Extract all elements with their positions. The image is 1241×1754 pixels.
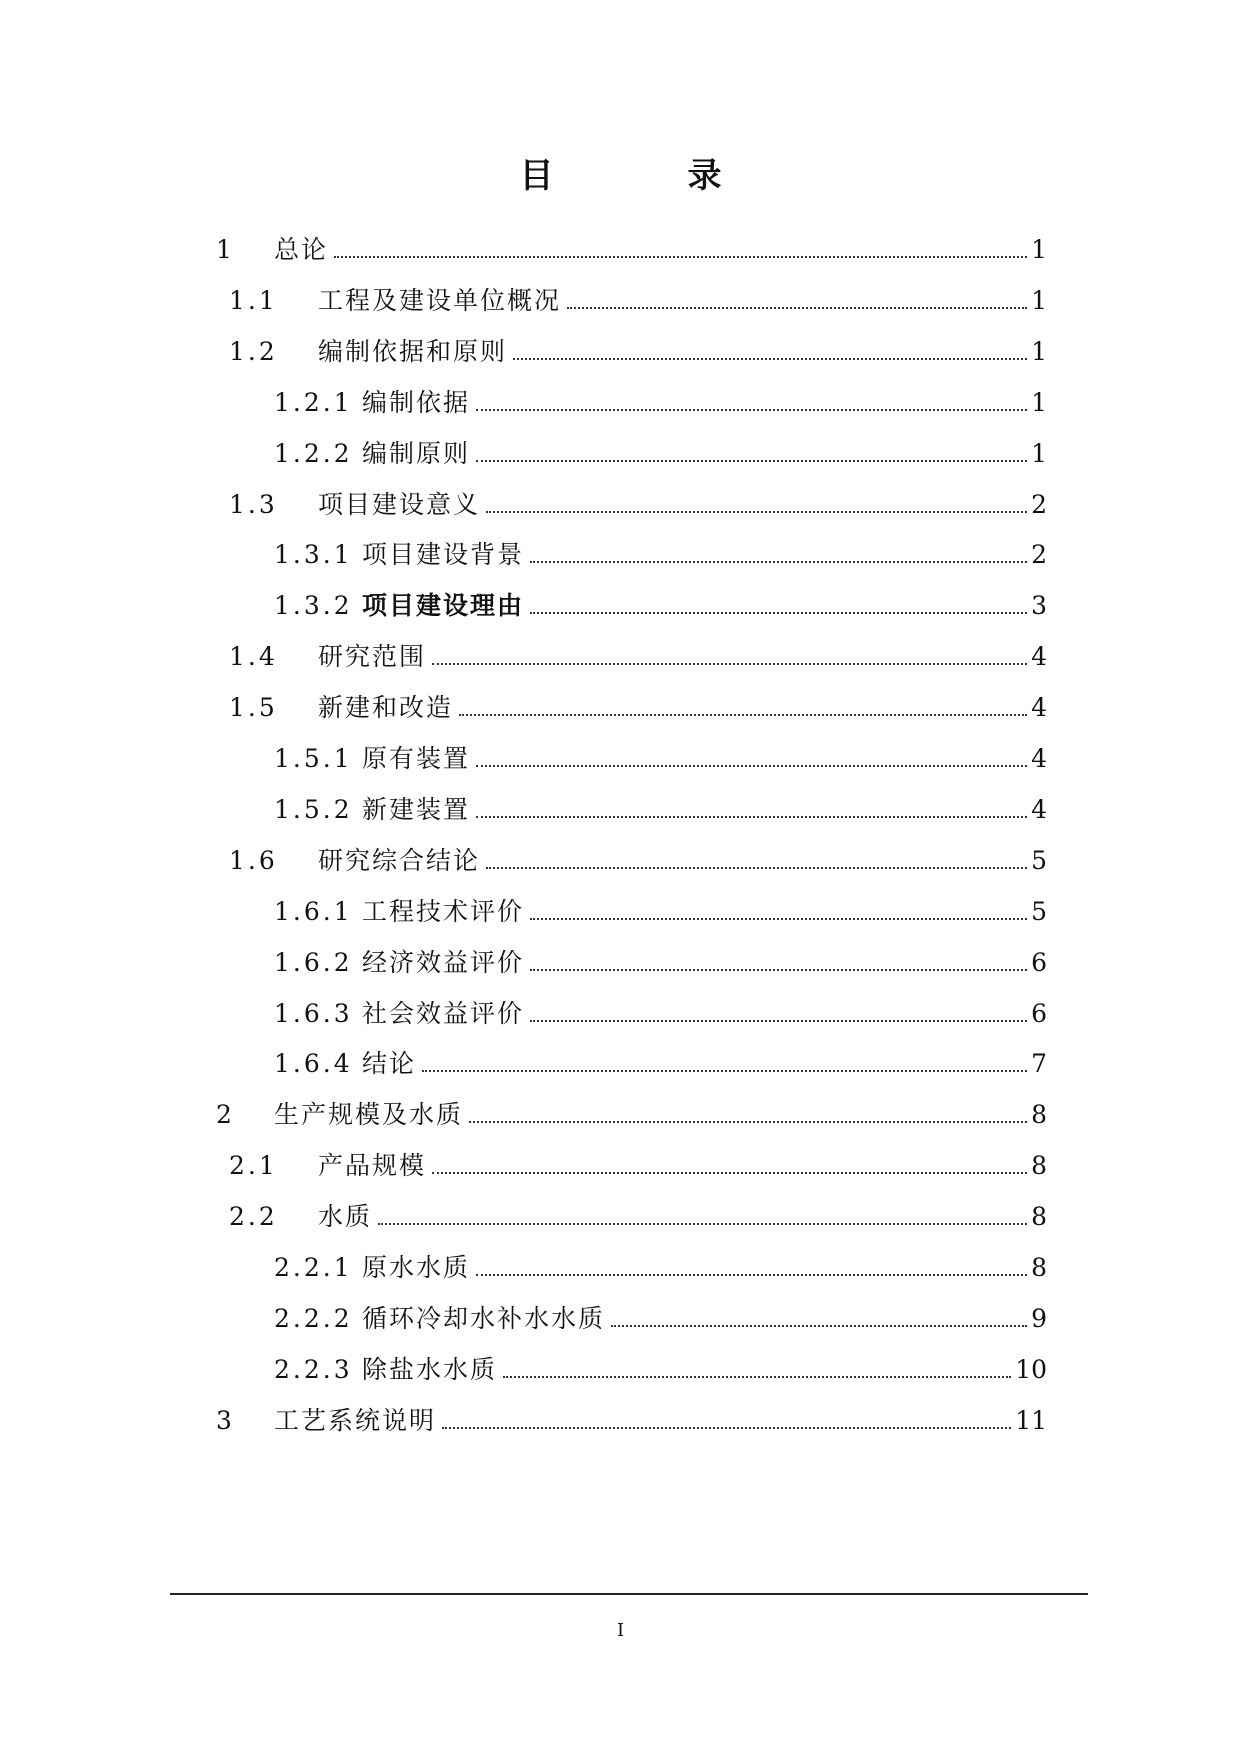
dot-leader xyxy=(432,663,1027,665)
toc-entry-number: 1.3.2 xyxy=(274,591,353,621)
dot-leader xyxy=(530,918,1027,920)
dot-leader xyxy=(469,1121,1027,1123)
dot-leader xyxy=(530,1020,1027,1022)
toc-entry-number: 1.6.2 xyxy=(274,947,353,977)
toc-entry-number: 2.2.2 xyxy=(274,1303,353,1333)
toc-entry-number: 2.2.1 xyxy=(274,1253,353,1282)
toc-entry-number: 1.4 xyxy=(229,642,278,672)
toc-entry[interactable] xyxy=(0,1397,1241,1437)
toc-entry-number: 1.3 xyxy=(229,489,278,519)
toc-entry-label: 项目建设背景 xyxy=(362,540,525,570)
toc-entry-number: 1.1 xyxy=(229,285,278,315)
toc-entry-label: 结论 xyxy=(362,1049,417,1079)
toc-entry-number: 2.1 xyxy=(229,1151,278,1181)
toc-entry-number: 1.6.1 xyxy=(274,896,353,926)
toc-entry-page: 1 xyxy=(1031,336,1047,366)
toc-entry-page: 4 xyxy=(1031,693,1047,723)
toc-entry-label: 水质 xyxy=(318,1202,373,1232)
toc-entry-page: 6 xyxy=(1031,947,1047,977)
toc-entry-label: 研究综合结论 xyxy=(318,845,481,875)
toc-entry-page: 8 xyxy=(1031,1202,1047,1232)
toc-entry-page: 1 xyxy=(1031,235,1047,264)
dot-leader xyxy=(476,765,1027,767)
toc-entry-page: 1 xyxy=(1031,285,1047,315)
toc-entry[interactable] xyxy=(0,226,1241,266)
dot-leader xyxy=(476,816,1027,818)
footer-divider xyxy=(170,1593,1088,1595)
toc-entry[interactable] xyxy=(0,990,1241,1030)
toc-entry-page: 5 xyxy=(1031,845,1047,875)
toc-entry[interactable] xyxy=(0,837,1241,877)
toc-entry-page: 3 xyxy=(1031,591,1047,621)
toc-entry-label: 编制原则 xyxy=(362,438,471,468)
toc-entry-label: 工程技术评价 xyxy=(362,896,525,926)
toc-entry-page: 1 xyxy=(1031,387,1047,417)
toc-entry-label: 编制依据和原则 xyxy=(318,336,508,366)
toc-entry-page: 6 xyxy=(1031,998,1047,1028)
toc-entry[interactable] xyxy=(0,1346,1241,1386)
toc-entry-page: 9 xyxy=(1031,1303,1047,1333)
dot-leader xyxy=(611,1325,1027,1327)
toc-entry-number: 1.5 xyxy=(229,693,278,723)
toc-entry-page: 1 xyxy=(1031,438,1047,468)
toc-entry-label: 循环冷却水补水水质 xyxy=(362,1303,606,1333)
toc-entry-page: 2 xyxy=(1031,489,1047,519)
dot-leader xyxy=(422,1070,1027,1072)
toc-entry-page: 8 xyxy=(1031,1253,1047,1282)
toc-entry[interactable] xyxy=(0,1295,1241,1335)
dot-leader xyxy=(530,561,1027,563)
toc-entry[interactable] xyxy=(0,328,1241,368)
toc-entry-page: 11 xyxy=(1015,1405,1047,1435)
toc-entry[interactable] xyxy=(0,379,1241,419)
dot-leader xyxy=(530,612,1027,614)
toc-entry[interactable] xyxy=(0,633,1241,673)
dot-leader xyxy=(476,460,1027,462)
toc-entry-label: 项目建设意义 xyxy=(318,489,481,519)
toc-entry[interactable] xyxy=(0,1244,1241,1284)
toc-entry-number: 1.6.4 xyxy=(274,1049,353,1079)
toc-entry-number: 1.5.1 xyxy=(274,744,353,773)
toc-entry-label: 工艺系统说明 xyxy=(274,1405,437,1435)
toc-entry-number: 2.2.3 xyxy=(274,1354,353,1384)
toc-entry[interactable] xyxy=(0,684,1241,724)
dot-leader xyxy=(476,409,1027,411)
toc-entry-number: 1 xyxy=(216,235,235,264)
toc-entry-number: 3 xyxy=(216,1405,235,1435)
toc-entry-number: 1.2 xyxy=(229,336,278,366)
toc-entry-label: 工程及建设单位概况 xyxy=(318,285,562,315)
toc-entry-page: 2 xyxy=(1031,540,1047,570)
toc-entry-label: 新建和改造 xyxy=(318,693,454,723)
toc-entry-page: 8 xyxy=(1031,1100,1047,1130)
toc-entry-number: 1.2.2 xyxy=(274,438,353,468)
toc-entry-number: 1.2.1 xyxy=(274,387,353,417)
dot-leader xyxy=(378,1223,1027,1225)
toc-entry-page: 10 xyxy=(1015,1354,1047,1384)
dot-leader xyxy=(432,1172,1027,1174)
toc-entry[interactable] xyxy=(0,939,1241,979)
toc-entry-label: 生产规模及水质 xyxy=(274,1100,464,1130)
page-title: 目 录 xyxy=(519,156,772,196)
toc-entry-number: 2 xyxy=(216,1100,235,1130)
dot-leader xyxy=(476,1274,1027,1276)
dot-leader xyxy=(459,714,1027,716)
toc-entry-label: 除盐水水质 xyxy=(362,1354,498,1384)
toc-entry-page: 4 xyxy=(1031,642,1047,672)
toc-entry[interactable] xyxy=(0,1091,1241,1131)
toc-entry-label: 研究范围 xyxy=(318,642,427,672)
dot-leader xyxy=(567,307,1027,309)
toc-entry-page: 4 xyxy=(1031,794,1047,824)
toc-entry[interactable] xyxy=(0,888,1241,928)
toc-entry[interactable] xyxy=(0,1193,1241,1233)
toc-entry-label: 项目建设理由 xyxy=(362,591,525,621)
toc-entry-page: 7 xyxy=(1031,1049,1047,1079)
dot-leader xyxy=(442,1427,1011,1429)
toc-entry[interactable] xyxy=(0,481,1241,521)
toc-entry-label: 社会效益评价 xyxy=(362,998,525,1028)
toc-entry-label: 总论 xyxy=(274,235,329,264)
toc-entry-page: 5 xyxy=(1031,896,1047,926)
dot-leader xyxy=(513,358,1027,360)
dot-leader xyxy=(530,969,1027,971)
toc-entry-number: 1.5.2 xyxy=(274,794,353,824)
toc-entry-number: 1.3.1 xyxy=(274,540,353,570)
toc-entry[interactable] xyxy=(0,786,1241,826)
toc-entry[interactable] xyxy=(0,582,1241,622)
toc-entry[interactable] xyxy=(0,277,1241,317)
dot-leader xyxy=(486,511,1027,513)
toc-entry-page: 4 xyxy=(1031,744,1047,773)
toc-entry-number: 2.2 xyxy=(229,1202,278,1232)
dot-leader xyxy=(503,1376,1011,1378)
toc-entry-number: 1.6.3 xyxy=(274,998,353,1028)
toc-entry-label: 经济效益评价 xyxy=(362,947,525,977)
dot-leader xyxy=(486,867,1027,869)
toc-entry-label: 原水水质 xyxy=(362,1253,471,1282)
dot-leader xyxy=(334,256,1027,258)
toc-entry-page: 8 xyxy=(1031,1151,1047,1181)
toc-entry[interactable] xyxy=(0,1040,1241,1080)
toc-entry[interactable] xyxy=(0,1142,1241,1182)
toc-entry[interactable] xyxy=(0,735,1241,775)
toc-entry[interactable] xyxy=(0,430,1241,470)
toc-entry-label: 新建装置 xyxy=(362,794,471,824)
toc-entry-label: 编制依据 xyxy=(362,387,471,417)
toc-entry-label: 原有装置 xyxy=(362,744,471,773)
toc-entry-number: 1.6 xyxy=(229,845,278,875)
toc-entry[interactable] xyxy=(0,531,1241,571)
toc-entry-label: 产品规模 xyxy=(318,1151,427,1181)
page-number: I xyxy=(616,1620,625,1641)
